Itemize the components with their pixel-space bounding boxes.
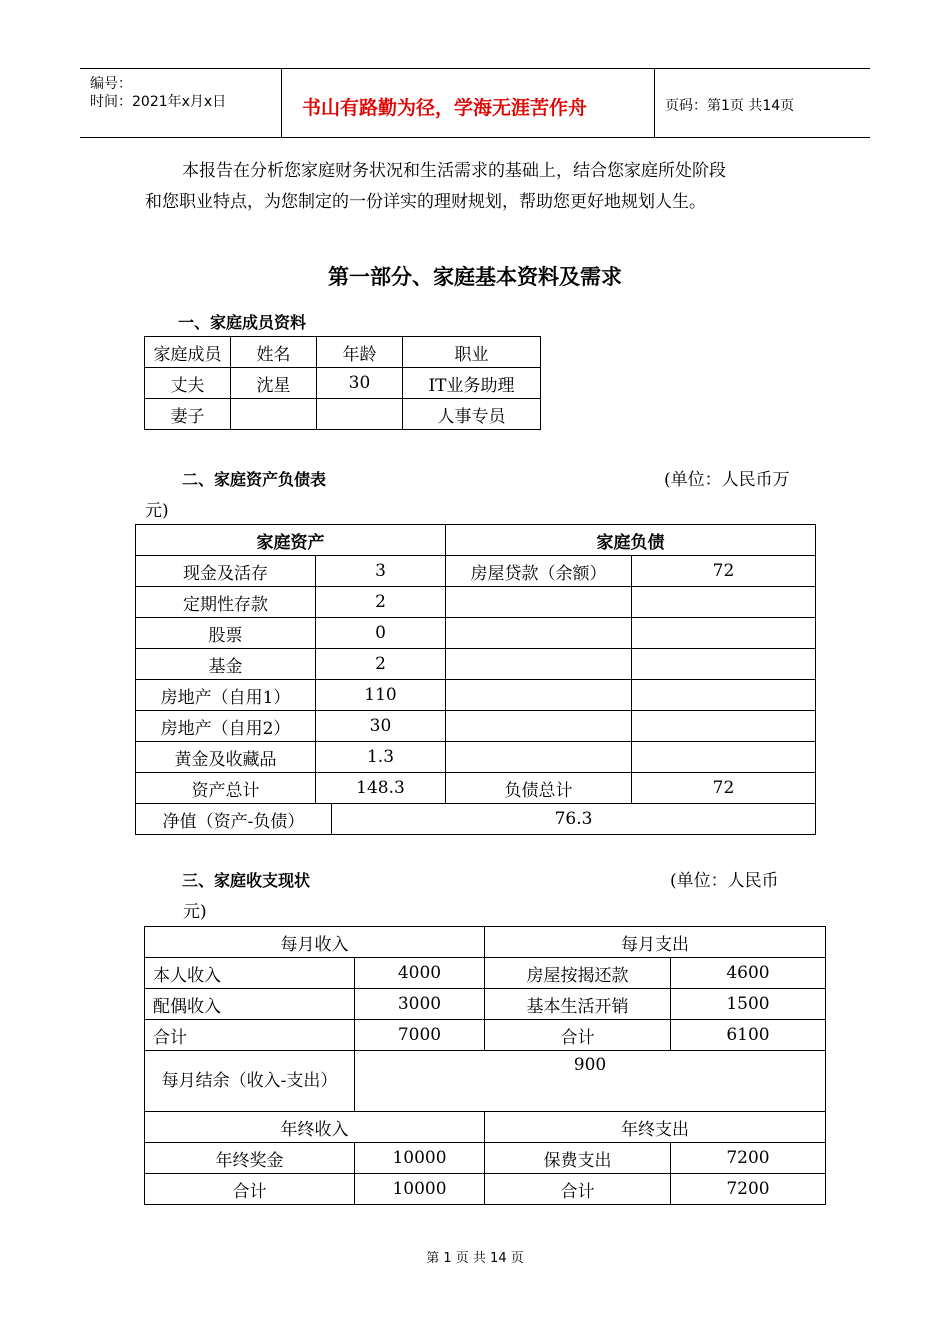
table-cell: 股票	[136, 618, 316, 649]
table-cell	[446, 742, 632, 773]
table-cell: 基金	[136, 649, 316, 680]
table-row	[145, 1174, 826, 1205]
table-cell: 房屋按揭还款	[485, 958, 671, 989]
table-cell: 保费支出	[485, 1143, 671, 1174]
section2-title: 二、家庭资产负债表	[182, 470, 327, 489]
table-cell	[632, 587, 816, 618]
table-header-row	[145, 927, 826, 958]
table-row	[136, 773, 816, 804]
table-cell	[632, 680, 816, 711]
monthly-expense-header: 每月支出	[485, 927, 826, 958]
table-cell: IT业务助理	[403, 368, 541, 399]
family-members-table	[144, 336, 541, 430]
table-cell: 黄金及收藏品	[136, 742, 316, 773]
monthly-income-header: 每月收入	[145, 927, 485, 958]
page-info-text: 页码：第1页 共14页	[665, 98, 795, 114]
table-cell: 本人收入	[145, 958, 355, 989]
table-cell: 6100	[671, 1020, 826, 1051]
table-cell: 0	[316, 618, 446, 649]
table-cell: 基本生活开销	[485, 989, 671, 1020]
page-header	[80, 68, 870, 138]
table-cell	[446, 649, 632, 680]
table-cell: 妻子	[145, 399, 231, 430]
section2-unit-line-1: (单位：人民币万	[664, 470, 790, 490]
motto-text: 书山有路勤为径，学海无涯苦作舟	[302, 97, 588, 119]
table-cell: 人事专员	[403, 399, 541, 430]
table-row	[145, 958, 826, 989]
table-cell: 房地产（自用1）	[136, 680, 316, 711]
table-cell: 丈夫	[145, 368, 231, 399]
table-cell: 年终奖金	[145, 1143, 355, 1174]
table-cell: 配偶收入	[145, 989, 355, 1020]
table-cell: 30	[316, 711, 446, 742]
table-cell: 7200	[671, 1174, 826, 1205]
table-cell: 10000	[355, 1174, 485, 1205]
table-row	[136, 556, 816, 587]
table-cell: 沈星	[231, 368, 317, 399]
table-cell	[632, 649, 816, 680]
table-row	[145, 989, 826, 1020]
table-cell: 110	[316, 680, 446, 711]
balance-sheet-table	[135, 524, 816, 804]
part-title: 第一部分、家庭基本资料及需求	[328, 265, 622, 289]
header-cell: 职业	[403, 337, 541, 368]
income-expense-table	[144, 926, 826, 1205]
table-row	[145, 1143, 826, 1174]
table-header-row	[136, 525, 816, 556]
table-cell: 合计	[485, 1020, 671, 1051]
table-row	[136, 804, 816, 835]
header-cell: 家庭成员	[145, 337, 231, 368]
table-cell: 72	[632, 773, 816, 804]
table-cell: 4600	[671, 958, 826, 989]
table-cell	[632, 711, 816, 742]
table-row	[145, 1020, 826, 1051]
section3-unit-line-2: 元)	[183, 902, 207, 922]
table-cell: 房屋贷款（余额）	[446, 556, 632, 587]
table-row	[145, 368, 541, 399]
table-cell	[231, 399, 317, 430]
table-row	[136, 587, 816, 618]
table-cell: 合计	[145, 1174, 355, 1205]
page-footer: 第 1 页 共 14 页	[426, 1251, 524, 1266]
table-cell: 3000	[355, 989, 485, 1020]
table-cell: 资产总计	[136, 773, 316, 804]
table-cell: 72	[632, 556, 816, 587]
header-cell: 年龄	[317, 337, 403, 368]
header-motto	[282, 69, 655, 137]
table-cell	[446, 680, 632, 711]
table-cell: 30	[317, 368, 403, 399]
table-cell: 7200	[671, 1143, 826, 1174]
table-cell: 148.3	[316, 773, 446, 804]
table-header-row	[145, 337, 541, 368]
header-meta	[80, 69, 282, 137]
table-cell: 2	[316, 587, 446, 618]
net-worth-table	[135, 803, 816, 835]
table-cell: 3	[316, 556, 446, 587]
table-cell: 合计	[485, 1174, 671, 1205]
table-cell: 7000	[355, 1020, 485, 1051]
table-cell: 定期性存款	[136, 587, 316, 618]
table-row	[136, 618, 816, 649]
monthly-balance-label: 每月结余（收入-支出）	[145, 1051, 355, 1112]
monthly-balance-value: 900	[355, 1051, 826, 1112]
section3-unit-line-1: (单位：人民币	[670, 871, 779, 891]
table-cell: 2	[316, 649, 446, 680]
table-header-row	[145, 1112, 826, 1143]
table-cell	[446, 711, 632, 742]
intro-line-1: 本报告在分析您家庭财务状况和生活需求的基础上，结合您家庭所处阶段	[182, 161, 726, 181]
date-label: 时间：2021年x月x日	[90, 94, 227, 110]
table-cell: 合计	[145, 1020, 355, 1051]
net-worth-value: 76.3	[332, 804, 816, 835]
intro-line-2: 和您职业特点，为您制定的一份详实的理财规划，帮助您更好地规划人生。	[145, 192, 706, 212]
assets-header: 家庭资产	[136, 525, 446, 556]
header-cell: 姓名	[231, 337, 317, 368]
serial-label: 编号：	[90, 76, 132, 92]
liabilities-header: 家庭负债	[446, 525, 816, 556]
table-row	[136, 649, 816, 680]
table-cell: 负债总计	[446, 773, 632, 804]
header-page-info	[655, 69, 870, 137]
table-cell	[317, 399, 403, 430]
section1-title: 一、家庭成员资料	[178, 313, 307, 332]
table-row	[136, 742, 816, 773]
table-row	[145, 1051, 826, 1112]
table-cell	[446, 618, 632, 649]
table-row	[145, 399, 541, 430]
section3-title: 三、家庭收支现状	[182, 871, 311, 890]
table-row	[136, 711, 816, 742]
annual-income-header: 年终收入	[145, 1112, 485, 1143]
table-cell: 房地产（自用2）	[136, 711, 316, 742]
table-row	[136, 680, 816, 711]
table-cell: 4000	[355, 958, 485, 989]
net-worth-label: 净值（资产-负债）	[136, 804, 332, 835]
table-cell: 1500	[671, 989, 826, 1020]
table-cell	[632, 742, 816, 773]
table-cell	[446, 587, 632, 618]
table-cell: 现金及活存	[136, 556, 316, 587]
annual-expense-header: 年终支出	[485, 1112, 826, 1143]
table-cell: 10000	[355, 1143, 485, 1174]
table-cell	[632, 618, 816, 649]
table-cell: 1.3	[316, 742, 446, 773]
section2-unit-line-2: 元)	[145, 501, 169, 521]
